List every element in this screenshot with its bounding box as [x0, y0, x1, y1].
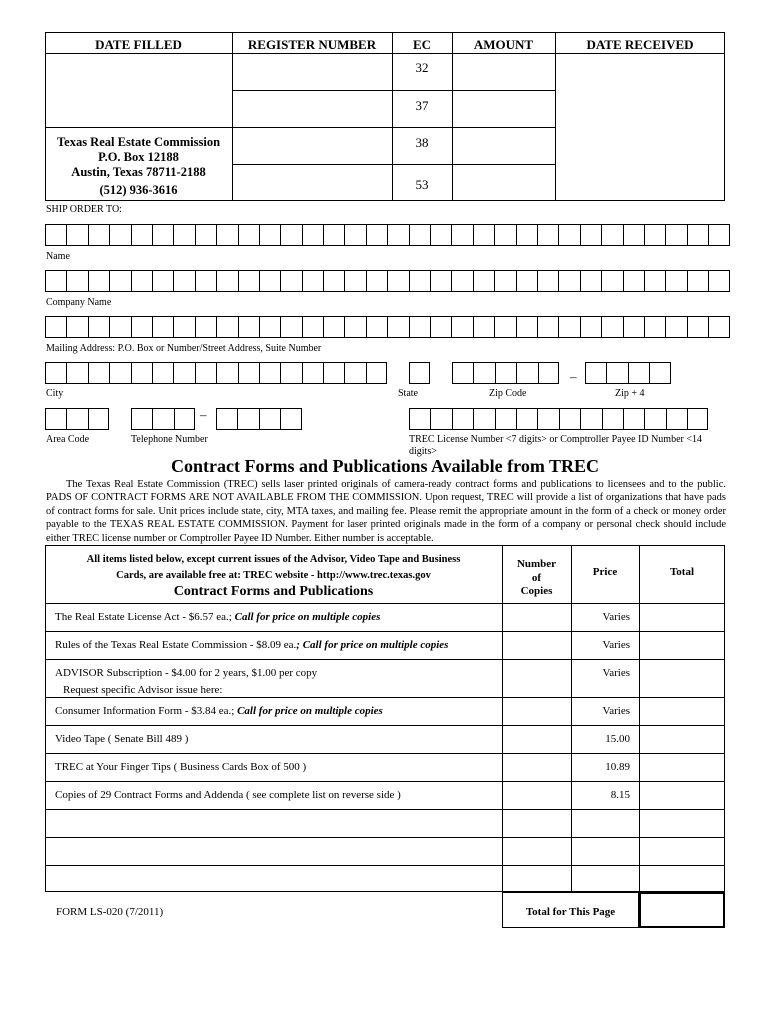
header-date-received: DATE RECEIVED	[586, 37, 694, 52]
char-box[interactable]	[451, 316, 472, 338]
char-box[interactable]	[537, 270, 558, 292]
address-line: Austin, Texas 78711-2188	[71, 165, 206, 179]
char-box[interactable]	[238, 362, 259, 384]
char-box[interactable]	[644, 316, 665, 338]
char-box[interactable]	[628, 362, 649, 384]
char-box[interactable]	[66, 362, 87, 384]
char-box[interactable]	[409, 270, 430, 292]
char-box[interactable]	[173, 316, 194, 338]
zip4-input-boxes[interactable]	[585, 362, 671, 384]
char-box[interactable]	[66, 270, 87, 292]
char-box[interactable]	[238, 270, 259, 292]
char-box[interactable]	[131, 408, 152, 430]
name-input-boxes[interactable]	[45, 224, 730, 246]
row-divider	[45, 725, 725, 726]
char-box[interactable]	[409, 224, 430, 246]
item-price: Varies	[602, 667, 630, 679]
col-divider	[639, 545, 640, 892]
ec-code: 37	[415, 98, 429, 113]
address-phone: (512) 936-3616	[99, 183, 178, 197]
char-box[interactable]	[344, 270, 365, 292]
char-box[interactable]	[344, 362, 365, 384]
char-box[interactable]	[344, 224, 365, 246]
char-box[interactable]	[173, 224, 194, 246]
note-line: Cards, are available free at: TREC website - http://www.trec.texas.gov	[116, 570, 431, 581]
state-input-boxes[interactable]	[409, 362, 430, 384]
char-box[interactable]	[580, 224, 601, 246]
char-box[interactable]	[195, 224, 216, 246]
char-box[interactable]	[88, 270, 109, 292]
copies-input[interactable]	[503, 604, 571, 631]
phone-line-input-boxes[interactable]	[216, 408, 302, 430]
city-input-boxes[interactable]	[45, 362, 387, 384]
header-ec: EC	[412, 37, 432, 52]
area-code-label: Area Code	[46, 434, 90, 445]
item-emphasis: ; Call for price on multiple copies	[296, 639, 449, 651]
zip-input-boxes[interactable]	[452, 362, 559, 384]
item-price: 15.00	[605, 733, 630, 745]
intro-paragraph: The Texas Real Estate Commission (TREC) sells laser printed originals of camera-ready contract forms and publications to licensees and to the public. PADS OF CONTRACT FORMS ARE NOT AVAILABLE FROM THE COMMISSION. Upon request, TREC will provide a list of organizations that have pads of contract forms for sale. Unit prices include state, city, MTA taxes, and mailing fee. Please remit the appropriate amount in the form of a check or money order payable to the TEXAS REAL ESTATE COMMISSION. Payment for laser printed originals made in the form of a company or personal check should include either TREC license number or Comptroller Payee ID Number. Either number is acceptable.	[46, 479, 726, 544]
char-box[interactable]	[537, 408, 558, 430]
char-box[interactable]	[687, 224, 708, 246]
char-box[interactable]	[606, 362, 627, 384]
total-input[interactable]	[640, 604, 725, 631]
company-label: Company Name	[46, 297, 112, 308]
char-box[interactable]	[558, 316, 579, 338]
header-date-filled: DATE FILLED	[95, 37, 182, 52]
char-box[interactable]	[452, 362, 473, 384]
char-box[interactable]	[387, 270, 408, 292]
char-box[interactable]	[66, 224, 87, 246]
char-box[interactable]	[516, 224, 537, 246]
item-license-act	[55, 611, 380, 623]
char-box[interactable]	[195, 362, 216, 384]
zip-dash: –	[570, 369, 577, 384]
char-box[interactable]	[665, 224, 686, 246]
col-header-total: Total	[669, 566, 695, 578]
char-box[interactable]	[195, 270, 216, 292]
char-box[interactable]	[109, 316, 130, 338]
char-box[interactable]	[558, 224, 579, 246]
char-box[interactable]	[409, 316, 430, 338]
char-box[interactable]	[559, 408, 580, 430]
item-video-tape: Video Tape ( Senate Bill 489 )	[55, 733, 189, 745]
row-divider	[45, 809, 725, 810]
char-box[interactable]	[366, 270, 387, 292]
form-id: FORM LS-020 (7/2011)	[56, 906, 164, 918]
item-rules	[55, 639, 448, 651]
char-box[interactable]	[238, 316, 259, 338]
item-advisor	[55, 667, 317, 679]
char-box[interactable]	[537, 224, 558, 246]
license-number-input-boxes[interactable]	[409, 408, 708, 430]
char-box[interactable]	[216, 362, 237, 384]
char-box[interactable]	[173, 270, 194, 292]
char-box[interactable]	[430, 224, 451, 246]
char-box[interactable]	[430, 316, 451, 338]
char-box[interactable]	[580, 270, 601, 292]
char-box[interactable]	[109, 224, 130, 246]
char-box[interactable]	[558, 270, 579, 292]
char-box[interactable]	[280, 316, 301, 338]
char-box[interactable]	[45, 316, 66, 338]
char-box[interactable]	[216, 270, 237, 292]
char-box[interactable]	[173, 362, 194, 384]
item-emphasis: Call for price on multiple copies	[237, 705, 383, 717]
char-box[interactable]	[665, 316, 686, 338]
row-divider	[45, 753, 725, 754]
item-consumer-info	[55, 705, 383, 717]
char-box[interactable]	[516, 362, 537, 384]
ec-code: 53	[415, 177, 429, 192]
char-box[interactable]	[366, 224, 387, 246]
row-divider	[45, 631, 725, 632]
char-box[interactable]	[644, 270, 665, 292]
copies-header-line: Copies	[520, 585, 553, 597]
char-box[interactable]	[687, 408, 708, 430]
main-title: Contract Forms and Publications Available from TREC	[170, 456, 599, 476]
char-box[interactable]	[644, 224, 665, 246]
char-box[interactable]	[516, 270, 537, 292]
char-box[interactable]	[259, 316, 280, 338]
availability-note	[45, 552, 502, 584]
char-box[interactable]	[152, 224, 173, 246]
char-box[interactable]	[302, 316, 323, 338]
char-box[interactable]	[494, 224, 515, 246]
item-price: Varies	[602, 611, 630, 623]
phone-dash: –	[200, 407, 207, 422]
section-title: Contract Forms and Publications	[173, 584, 374, 599]
char-box[interactable]	[601, 224, 622, 246]
item-business-cards: TREC at Your Finger Tips ( Business Cards Box of 500 )	[55, 761, 307, 773]
col-divider	[392, 32, 393, 201]
header-register-number: REGISTER NUMBER	[247, 37, 377, 52]
char-box[interactable]	[473, 224, 494, 246]
col-divider	[571, 545, 572, 892]
char-box[interactable]	[538, 362, 559, 384]
row-divider	[45, 697, 725, 698]
char-box[interactable]	[430, 408, 451, 430]
item-price: 10.89	[605, 761, 630, 773]
row-divider	[45, 837, 725, 838]
char-box[interactable]	[280, 224, 301, 246]
char-box[interactable]	[601, 316, 622, 338]
char-box[interactable]	[131, 362, 152, 384]
company-input-boxes[interactable]	[45, 270, 730, 292]
char-box[interactable]	[687, 270, 708, 292]
row-divider	[45, 865, 725, 866]
char-box[interactable]	[131, 270, 152, 292]
char-box[interactable]	[88, 362, 109, 384]
row-divider	[45, 781, 725, 782]
area-code-input-boxes[interactable]	[45, 408, 109, 430]
char-box[interactable]	[216, 316, 237, 338]
col-divider	[555, 32, 556, 201]
item-text: The Real Estate License Act - $6.57 ea.;	[55, 611, 235, 623]
char-box[interactable]	[109, 362, 130, 384]
char-box[interactable]	[473, 362, 494, 384]
char-box[interactable]	[623, 224, 644, 246]
char-box[interactable]	[537, 316, 558, 338]
col-header-price: Price	[592, 566, 618, 578]
phone-prefix-input-boxes[interactable]	[131, 408, 195, 430]
mailing-address-label: Mailing Address: P.O. Box or Number/Street Address, Suite Number	[46, 343, 322, 354]
char-box[interactable]	[259, 362, 280, 384]
char-box[interactable]	[323, 316, 344, 338]
char-box[interactable]	[473, 316, 494, 338]
char-box[interactable]	[45, 362, 66, 384]
char-box[interactable]	[602, 408, 623, 430]
char-box[interactable]	[88, 316, 109, 338]
zip-label: Zip Code	[489, 388, 527, 399]
char-box[interactable]	[708, 270, 729, 292]
char-box[interactable]	[216, 408, 237, 430]
char-box[interactable]	[516, 408, 537, 430]
license-label: TREC License Number <7 digits> or Comptroller Payee ID Number <14 digits>	[409, 434, 702, 457]
char-box[interactable]	[494, 316, 515, 338]
item-advisor-note: Request specific Advisor issue here:	[63, 684, 223, 696]
char-box[interactable]	[451, 224, 472, 246]
item-contract-forms: Copies of 29 Contract Forms and Addenda ( see complete list on reverse side )	[55, 789, 401, 801]
col-header-copies	[502, 558, 571, 599]
char-box[interactable]	[259, 270, 280, 292]
char-box[interactable]	[344, 316, 365, 338]
char-box[interactable]	[387, 224, 408, 246]
char-box[interactable]	[131, 316, 152, 338]
char-box[interactable]	[451, 270, 472, 292]
char-box[interactable]	[601, 270, 622, 292]
char-box[interactable]	[430, 270, 451, 292]
char-box[interactable]	[237, 408, 258, 430]
char-box[interactable]	[623, 316, 644, 338]
name-label: Name	[46, 251, 70, 262]
city-label: City	[46, 388, 64, 399]
trec-address	[45, 135, 232, 198]
char-box[interactable]	[585, 362, 606, 384]
row-divider	[45, 127, 555, 128]
char-box[interactable]	[473, 270, 494, 292]
item-text: Consumer Information Form - $3.84 ea.;	[55, 705, 238, 717]
char-box[interactable]	[280, 270, 301, 292]
address-line: P.O. Box 12188	[98, 150, 179, 164]
char-box[interactable]	[452, 408, 473, 430]
char-box[interactable]	[687, 316, 708, 338]
total-page-input[interactable]	[639, 892, 725, 928]
char-box[interactable]	[323, 270, 344, 292]
row-divider	[45, 659, 725, 660]
row-divider	[45, 603, 725, 604]
char-box[interactable]	[152, 270, 173, 292]
char-box[interactable]	[666, 408, 687, 430]
char-box[interactable]	[409, 362, 430, 384]
char-box[interactable]	[152, 362, 173, 384]
char-box[interactable]	[387, 316, 408, 338]
item-price: 8.15	[610, 789, 630, 801]
char-box[interactable]	[323, 362, 344, 384]
char-box[interactable]	[259, 408, 280, 430]
total-page-label: Total for This Page	[525, 906, 616, 918]
char-box[interactable]	[708, 316, 729, 338]
char-box[interactable]	[302, 362, 323, 384]
char-box[interactable]	[302, 270, 323, 292]
char-box[interactable]	[88, 224, 109, 246]
col-divider	[232, 32, 233, 201]
char-box[interactable]	[152, 408, 173, 430]
char-box[interactable]	[45, 270, 66, 292]
char-box[interactable]	[88, 408, 109, 430]
copies-header-line: Number	[516, 558, 557, 570]
char-box[interactable]	[366, 316, 387, 338]
ec-code: 32	[415, 60, 429, 75]
char-box[interactable]	[280, 408, 301, 430]
char-box[interactable]	[238, 224, 259, 246]
telephone-label: Telephone Number	[131, 434, 208, 445]
char-box[interactable]	[665, 270, 686, 292]
item-text: ADVISOR Subscription - $4.00 for 2 years, $1.00 per copy	[55, 667, 318, 679]
item-emphasis: Call for price on multiple copies	[234, 611, 381, 623]
mailing-address-input-boxes[interactable]	[45, 316, 730, 338]
header-divider	[45, 53, 725, 54]
item-price: Varies	[602, 705, 630, 717]
char-box[interactable]	[45, 408, 66, 430]
note-line: All items listed below, except current issues of the Advisor, Video Tape and Business	[86, 554, 461, 565]
char-box[interactable]	[366, 362, 387, 384]
char-box[interactable]	[495, 362, 516, 384]
char-box[interactable]	[623, 270, 644, 292]
char-box[interactable]	[174, 408, 195, 430]
char-box[interactable]	[195, 316, 216, 338]
char-box[interactable]	[580, 408, 601, 430]
char-box[interactable]	[516, 316, 537, 338]
char-box[interactable]	[216, 224, 237, 246]
char-box[interactable]	[152, 316, 173, 338]
char-box[interactable]	[280, 362, 301, 384]
char-box[interactable]	[109, 270, 130, 292]
copies-header-line: of	[531, 571, 542, 584]
char-box[interactable]	[495, 408, 516, 430]
col-divider	[452, 32, 453, 201]
char-box[interactable]	[131, 224, 152, 246]
char-box[interactable]	[649, 362, 670, 384]
char-box[interactable]	[708, 224, 729, 246]
row-divider	[232, 164, 555, 165]
ship-order-heading: SHIP ORDER TO:	[46, 204, 122, 215]
address-line: Texas Real Estate Commission	[56, 135, 221, 149]
state-label: State	[398, 388, 418, 399]
char-box[interactable]	[473, 408, 494, 430]
item-price: Varies	[602, 639, 630, 651]
ec-code: 38	[415, 135, 429, 150]
char-box[interactable]	[409, 408, 430, 430]
char-box[interactable]	[580, 316, 601, 338]
char-box[interactable]	[66, 316, 87, 338]
item-text: Rules of the Texas Real Estate Commission - $8.09 ea.	[55, 639, 297, 651]
header-amount: AMOUNT	[473, 37, 534, 52]
char-box[interactable]	[494, 270, 515, 292]
char-box[interactable]	[66, 408, 87, 430]
char-box[interactable]	[259, 224, 280, 246]
char-box[interactable]	[623, 408, 644, 430]
row-divider	[232, 90, 555, 91]
char-box[interactable]	[45, 224, 66, 246]
char-box[interactable]	[323, 224, 344, 246]
char-box[interactable]	[302, 224, 323, 246]
char-box[interactable]	[644, 408, 665, 430]
zip4-label: Zip + 4	[615, 388, 645, 399]
